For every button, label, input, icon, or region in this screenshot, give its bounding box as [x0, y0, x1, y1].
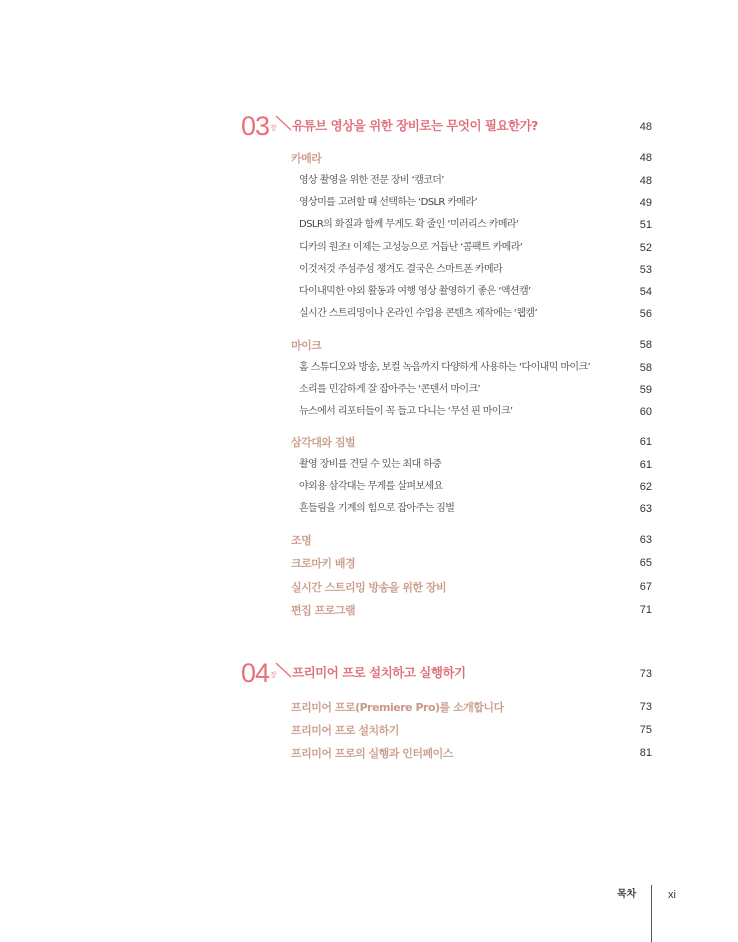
page-number: 61: [639, 436, 652, 448]
toc-item[interactable]: [0, 480, 738, 496]
section-title: 마이크: [291, 339, 322, 352]
chapter-number: 03: [241, 111, 270, 141]
page-number: 53: [639, 264, 652, 276]
toc-section[interactable]: [0, 746, 738, 762]
chapter-title[interactable]: 프리미어 프로 설치하고 실행하기: [292, 665, 466, 680]
toc-section[interactable]: [0, 723, 738, 739]
item-title: 홈 스튜디오와 방송, 보컬 녹음까지 다양하게 사용하는 ‘다이내믹 마이크’: [299, 362, 591, 373]
section-title: 삼각대와 짐벌: [291, 436, 356, 449]
page-number: 75: [639, 724, 652, 736]
item-title: 영상미를 고려할 때 선택하는 ‘DSLR 카메라’: [299, 197, 478, 208]
chapter-suffix: 장: [270, 124, 277, 132]
section-title: 프리미어 프로의 실행과 인터페이스: [291, 747, 453, 760]
toc-section[interactable]: [0, 338, 738, 354]
page-number: 56: [639, 308, 652, 320]
page-number: 58: [639, 339, 652, 351]
section-title: 편집 프로그램: [291, 604, 356, 617]
slash-icon: [275, 114, 292, 131]
toc-item[interactable]: [0, 285, 738, 301]
section-title: 크로마키 배경: [291, 557, 356, 570]
footer-label: 목차: [617, 889, 637, 900]
item-title: 영상 촬영을 위한 전문 장비 ‘캠코더’: [299, 175, 444, 186]
page-number: 52: [639, 242, 652, 254]
toc-item[interactable]: [0, 383, 738, 399]
slash-icon: [275, 661, 292, 678]
page-number: 59: [639, 384, 652, 396]
toc-section[interactable]: [0, 556, 738, 572]
page-number: 63: [639, 503, 652, 515]
toc-section[interactable]: [0, 580, 738, 596]
page-number: 48: [639, 175, 652, 187]
chapter-heading: [0, 659, 738, 689]
toc-section[interactable]: [0, 700, 738, 716]
page-number: 65: [639, 557, 652, 569]
item-title: 소리를 민감하게 잘 잡아주는 ‘콘덴서 마이크’: [299, 384, 481, 395]
item-title: 다이내믹한 야외 활동과 여행 영상 촬영하기 좋은 ‘액션캠’: [299, 286, 531, 297]
section-title: 프리미어 프로(Premiere Pro)를 소개합니다: [291, 701, 504, 714]
toc-item[interactable]: [0, 174, 738, 190]
toc-item[interactable]: [0, 196, 738, 212]
page-number: 58: [639, 362, 652, 374]
item-title: 이것저것 주섬주섬 챙겨도 결국은 스마트폰 카메라: [299, 264, 503, 275]
section-title: 프리미어 프로 설치하기: [291, 724, 399, 737]
footer-divider: [651, 885, 652, 942]
toc-section[interactable]: [0, 603, 738, 619]
page-number: 63: [639, 534, 652, 546]
section-title: 카메라: [291, 152, 322, 165]
chapter-page: 48: [639, 121, 652, 133]
toc-item[interactable]: [0, 361, 738, 377]
page-number: 51: [639, 219, 652, 231]
toc-section[interactable]: [0, 151, 738, 167]
toc-item[interactable]: [0, 307, 738, 323]
item-title: 야외용 삼각대는 무게를 살펴보세요: [299, 481, 443, 492]
page-number: 54: [639, 286, 652, 298]
page-number: 81: [639, 747, 652, 759]
page-number: 67: [639, 581, 652, 593]
page-number: 48: [639, 152, 652, 164]
page-number: 71: [639, 604, 652, 616]
item-title: 흔들림을 기계의 힘으로 잡아주는 짐벌: [299, 503, 455, 514]
chapter-title[interactable]: 유튜브 영상을 위한 장비로는 무엇이 필요한가?: [292, 118, 538, 133]
item-title: 뉴스에서 리포터들이 꼭 들고 다니는 ‘무선 핀 마이크’: [299, 406, 513, 417]
section-title: 조명: [291, 534, 312, 547]
toc-section[interactable]: [0, 435, 738, 451]
item-title: 실시간 스트리밍이나 온라인 수업용 콘텐츠 제작에는 ‘웹캠’: [299, 308, 538, 319]
section-title: 실시간 스트리밍 방송을 위한 장비: [291, 581, 447, 594]
page-number: 49: [639, 197, 652, 209]
toc-item[interactable]: [0, 263, 738, 279]
page-number: 61: [639, 459, 652, 471]
item-title: DSLR의 화질과 함께 무게도 확 줄인 ‘미러리스 카메라’: [299, 219, 519, 230]
chapter-number: 04: [241, 658, 270, 688]
item-title: 디카의 원조! 이제는 고성능으로 거듭난 ‘콤팩트 카메라’: [299, 242, 523, 253]
toc-item[interactable]: [0, 405, 738, 421]
toc-item[interactable]: [0, 241, 738, 257]
chapter-heading: [0, 112, 738, 142]
page-number: 60: [639, 406, 652, 418]
toc-section[interactable]: [0, 533, 738, 549]
footer-page-number: xi: [668, 889, 676, 901]
page-number: 73: [639, 701, 652, 713]
item-title: 촬영 장비를 견딜 수 있는 최대 하중: [299, 459, 442, 470]
toc-item[interactable]: [0, 218, 738, 234]
page-number: 62: [639, 481, 652, 493]
toc-item[interactable]: [0, 502, 738, 518]
chapter-page: 73: [639, 668, 652, 680]
toc-item[interactable]: [0, 458, 738, 474]
chapter-suffix: 장: [270, 671, 277, 679]
